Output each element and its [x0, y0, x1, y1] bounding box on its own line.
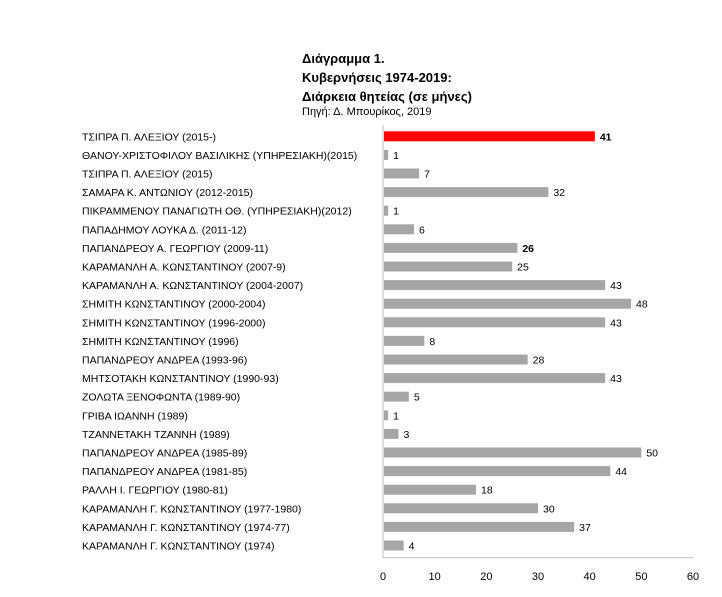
x-tick-label: 30 — [531, 570, 545, 583]
bar — [384, 169, 419, 179]
data-label: 4 — [408, 540, 415, 553]
data-label: 48 — [636, 298, 648, 311]
category-label: ΚΑΡΑΜΑΝΛΗ Γ. ΚΩΝΣΤΑΝΤΙΝΟΥ (1974) — [82, 540, 275, 553]
category-label: ΓΡΙΒΑ ΙΩΑΝΝΗ (1989) — [82, 410, 188, 423]
category-label: ΘΑΝΟΥ-ΧΡΙΣΤΟΦΙΛΟΥ ΒΑΣΙΛΙΚΗΣ (ΥΠΗΡΕΣΙΑΚΗ)(2015) — [82, 149, 358, 162]
category-label: ΚΑΡΑΜΑΝΛΗ Γ. ΚΩΝΣΤΑΝΤΙΝΟΥ (1977-1980) — [82, 503, 302, 516]
data-label: 37 — [579, 521, 591, 534]
x-tick-label: 60 — [686, 570, 700, 583]
bar — [384, 392, 409, 402]
category-label: ΚΑΡΑΜΑΝΛΗ Α. ΚΩΝΣΤΑΝΤΙΝΟΥ (2004-2007) — [82, 280, 304, 293]
data-label: 26 — [522, 242, 535, 255]
category-label: ΣΗΜΙΤΗ ΚΩΝΣΤΑΝΤΙΝΟΥ (1996) — [82, 335, 239, 348]
category-label: ΜΗΤΣΟΤΑΚΗ ΚΩΝΣΤΑΝΤΙΝΟΥ (1990-93) — [82, 373, 279, 386]
data-label: 5 — [413, 391, 420, 404]
data-label: 28 — [532, 354, 545, 367]
bar — [384, 317, 605, 327]
data-label: 32 — [553, 187, 566, 200]
data-label: 1 — [393, 149, 400, 162]
data-label: 6 — [419, 224, 425, 237]
category-label: ΠΑΠΑΝΔΡΕΟΥ ΑΝΔΡΕΑ (1985-89) — [82, 447, 248, 460]
chart-title-line-3: Διάρκεια θητείας (σε μήνες) — [302, 89, 472, 104]
bar — [384, 355, 528, 365]
category-label: ΚΑΡΑΜΑΝΛΗ Α. ΚΩΝΣΤΑΝΤΙΝΟΥ (2007-9) — [82, 261, 286, 274]
category-label: ΠΑΠΑΝΔΡΕΟΥ ΑΝΔΡΕΑ (1993-96) — [82, 354, 248, 367]
data-label: 18 — [481, 484, 493, 497]
category-label: ΡΑΛΛΗ Ι. ΓΕΩΡΓΙΟΥ (1980-81) — [82, 484, 228, 497]
data-label: 43 — [610, 317, 622, 330]
bar — [384, 410, 388, 420]
bar — [384, 448, 641, 458]
data-label: 1 — [393, 410, 400, 423]
data-label: 1 — [393, 205, 400, 218]
data-label: 41 — [599, 131, 612, 144]
data-label: 30 — [543, 503, 555, 516]
category-label: ΣΗΜΙΤΗ ΚΩΝΣΤΑΝΤΙΝΟΥ (2000-2004) — [82, 298, 266, 311]
x-tick-label: 10 — [428, 570, 441, 583]
category-label: ΣΗΜΙΤΗ ΚΩΝΣΤΑΝΤΙΝΟΥ (1996-2000) — [82, 317, 266, 330]
category-label: ΤΣΙΠΡΑ Π. ΑΛΕΞΙΟΥ (2015) — [82, 168, 213, 181]
x-tick-label: 20 — [480, 570, 493, 583]
chart-title-line-1: Διάγραμμα 1. — [302, 51, 385, 66]
category-label: ΖΟΛΩΤΑ ΞΕΝΟΦΩΝΤΑ (1989-90) — [82, 391, 241, 404]
data-label: 43 — [610, 373, 622, 386]
category-label: ΤΣΙΠΡΑ Π. ΑΛΕΞΙΟΥ (2015-) — [82, 131, 216, 144]
bar — [384, 485, 476, 495]
category-label: ΠΙΚΡΑΜΜΕΝΟΥ ΠΑΝΑΓΙΩΤΗ ΟΘ. (ΥΠΗΡΕΣΙΑΚΗ)(2012) — [82, 205, 352, 218]
data-label: 7 — [424, 168, 431, 181]
bar — [384, 541, 404, 551]
bar — [384, 243, 517, 253]
data-label: 8 — [429, 335, 436, 348]
category-label: ΤΖΑΝΝΕΤΑΚΗ ΤΖΑΝΝΗ (1989) — [82, 428, 230, 441]
chart-source: Πηγή: Δ. Μπουρίκος, 2019 — [302, 106, 432, 118]
x-tick-label: 50 — [635, 570, 648, 583]
data-label: 44 — [615, 466, 628, 479]
bar — [384, 429, 399, 439]
data-label: 50 — [646, 447, 659, 460]
bar — [384, 336, 424, 346]
x-tick-label: 0 — [379, 570, 387, 583]
data-label: 3 — [403, 428, 410, 441]
bar — [384, 373, 605, 383]
category-label: ΣΑΜΑΡΑ Κ. ΑΝΤΩΝΙΟΥ (2012-2015) — [82, 187, 253, 200]
bar — [384, 131, 595, 141]
x-tick-label: 40 — [583, 570, 596, 583]
bar — [384, 206, 388, 216]
chart-title-line-2: Κυβερνήσεις 1974-2019: — [302, 70, 452, 85]
bar — [384, 299, 631, 309]
bar — [384, 522, 574, 532]
category-label: ΠΑΠΑΔΗΜΟΥ ΛΟΥΚΑ Δ. (2011-12) — [82, 224, 247, 237]
bar — [384, 150, 388, 160]
category-label: ΠΑΠΑΝΔΡΕΟΥ Α. ΓΕΩΡΓΙΟΥ (2009-11) — [82, 242, 269, 255]
bar — [384, 466, 610, 476]
data-label: 43 — [610, 280, 622, 293]
data-label: 25 — [517, 261, 529, 274]
bar — [384, 224, 414, 234]
bar — [384, 503, 538, 513]
bar — [384, 280, 605, 290]
category-label: ΠΑΠΑΝΔΡΕΟΥ ΑΝΔΡΕΑ (1981-85) — [82, 466, 248, 479]
category-label: ΚΑΡΑΜΑΝΛΗ Γ. ΚΩΝΣΤΑΝΤΙΝΟΥ (1974-77) — [82, 521, 290, 534]
bar — [384, 262, 512, 272]
bar — [384, 187, 548, 197]
